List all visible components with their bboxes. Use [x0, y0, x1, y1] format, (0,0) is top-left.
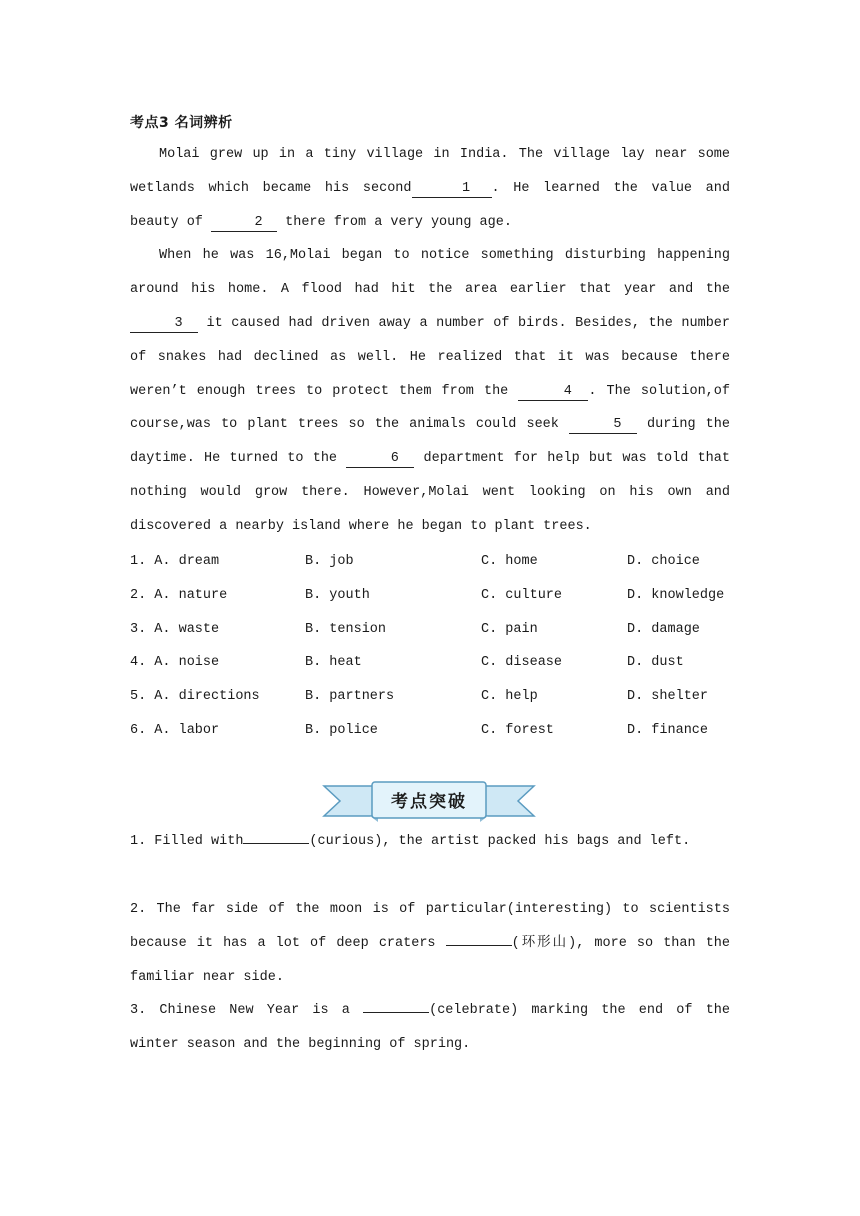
passage-text: . He learned the value and beauty of [130, 180, 730, 230]
option-d: D. damage [627, 621, 700, 637]
option-b: B. heat [305, 655, 362, 671]
option-d: D. shelter [627, 689, 709, 705]
option-d: D. choice [627, 554, 700, 569]
option-c: C. forest [481, 722, 554, 738]
answer-blank [363, 998, 429, 1013]
option-a: 4. A. noise [130, 655, 220, 671]
exercise-text: 1. Filled with [130, 834, 244, 849]
option-c: C. pain [481, 621, 538, 637]
blank-1: 1 [412, 181, 492, 198]
option-c: C. disease [481, 655, 563, 671]
exercise-3 [130, 994, 730, 1062]
option-row [130, 646, 750, 680]
passage-text: there from a very young age. [277, 214, 512, 230]
option-a: 5. A. directions [130, 689, 260, 705]
exercise-text: (curious), the artist packed his bags and left. [309, 834, 691, 849]
passage-paragraph-1 [130, 138, 730, 239]
banner-title: 考点突破 [391, 792, 467, 812]
option-d: D. finance [627, 722, 709, 738]
exercise-text: (celebrate) marking the end of the winter season and the beginning of spring. [130, 1003, 730, 1052]
passage-text: . The solution,of course,was to plant trees so the animals could seek [130, 383, 730, 433]
passage-text: When he was 16,Molai began to notice something disturbing happening around his home. A flood had hit the area earlier that year and the [130, 248, 730, 298]
option-a: 1. A. dream [130, 554, 220, 569]
option-b: B. job [305, 554, 354, 569]
option-c: C. culture [481, 587, 563, 603]
option-row [130, 579, 750, 613]
option-b: B. partners [305, 689, 395, 705]
blank-6: 6 [346, 451, 414, 468]
option-c: C. home [481, 554, 538, 569]
exercise-1 [130, 825, 730, 859]
blank-5: 5 [569, 417, 637, 434]
option-a: 6. A. labor [130, 722, 220, 738]
option-row [130, 545, 750, 579]
passage-text: during the daytime. He turned to the [130, 417, 730, 467]
section-banner [322, 780, 536, 822]
option-d: D. knowledge [627, 587, 725, 603]
passage-text: it caused had driven away a number of birds. Besides, the number of snakes had declined as well. He realized that it was because there weren’t enough trees to protect them from the [130, 315, 730, 399]
option-a: 3. A. waste [130, 621, 220, 637]
option-b: B. youth [305, 587, 370, 603]
option-b: B. tension [305, 621, 387, 637]
passage-text: department for help but was told that nothing would grow there. However,Molai went looking on his own and discovered a nearby island where he began to plant trees. [130, 451, 730, 534]
answer-blank [243, 829, 309, 844]
passage-paragraph-2 [130, 239, 730, 543]
exercise-text: 3. Chinese New Year is a [130, 1003, 364, 1018]
reading-passage [130, 138, 730, 544]
blank-3: 3 [130, 316, 198, 333]
option-row [130, 714, 750, 748]
option-row [130, 613, 750, 647]
blank-2: 2 [211, 215, 277, 232]
answer-options [130, 545, 750, 748]
passage-text: Molai grew up in a tiny village in India. The village lay near some wetlands which became his second [130, 147, 730, 196]
option-d: D. dust [627, 655, 684, 671]
option-b: B. police [305, 722, 378, 738]
blank-4: 4 [518, 384, 588, 401]
answer-blank [446, 931, 512, 946]
section-title: 考点3 名词辨析 [130, 115, 233, 131]
exercise-text: 2. The far side of the moon is of particular(interesting) to scientists because it has a lot of deep craters [130, 902, 730, 951]
exercise-2 [130, 893, 730, 994]
option-a: 2. A. nature [130, 587, 228, 603]
option-row [130, 680, 750, 714]
exercise-text: (环形山), more so than the familiar near side. [130, 935, 730, 985]
option-c: C. help [481, 689, 538, 705]
